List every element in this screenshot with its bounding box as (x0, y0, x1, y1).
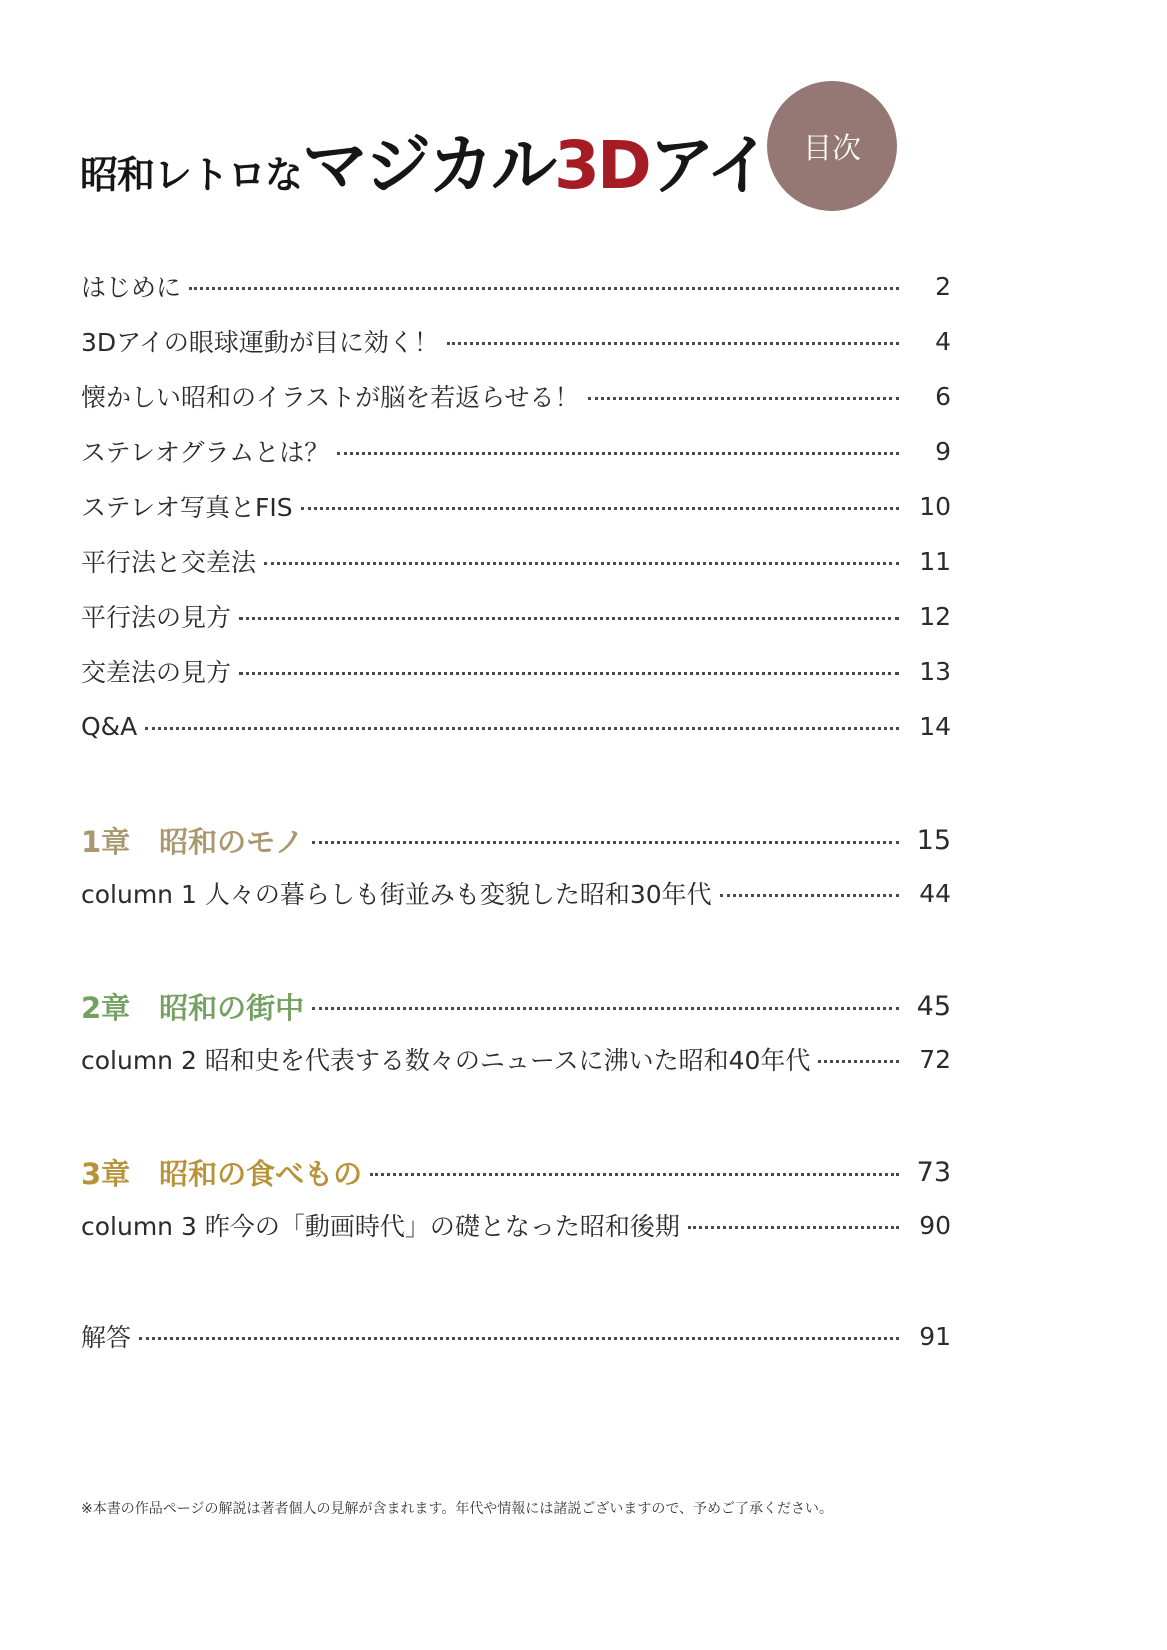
toc-entry-label: ステレオグラムとは？ (81, 438, 330, 467)
toc-entry-page: 2 (935, 271, 951, 301)
column-entry-1[interactable] (81, 873, 951, 913)
toc-entry-label: Q&A (81, 711, 138, 741)
leader-dots (337, 452, 899, 455)
toc-entry-page: 9 (935, 436, 951, 466)
leader-dots (139, 1337, 899, 1340)
title-prefix: 昭和レトロな (80, 153, 303, 197)
leader-dots (312, 1007, 899, 1010)
toc-entry-label: 懐かしい昭和のイラストが脳を若返らせる！ (81, 383, 580, 412)
contents-badge: 目次 (767, 81, 897, 211)
title-main: マジカル (302, 127, 555, 204)
book-title (80, 112, 769, 207)
column-entry-2[interactable] (81, 1039, 951, 1079)
header (0, 0, 1167, 230)
column-entry-3[interactable] (81, 1205, 951, 1245)
chapter-page: 45 (916, 990, 951, 1022)
leader-dots (818, 1060, 899, 1063)
leader-dots (588, 397, 899, 400)
toc-entry[interactable] (81, 596, 951, 636)
toc-entry-page: 10 (919, 491, 951, 521)
leader-dots (239, 617, 899, 620)
title-3d: 3D (554, 127, 649, 204)
toc-entry[interactable] (81, 541, 951, 581)
toc-entry[interactable] (81, 376, 951, 416)
toc-entry-label: 平行法の見方 (81, 603, 232, 632)
column-page: 72 (919, 1044, 951, 1074)
chapter-label: 1章 昭和のモノ (81, 824, 304, 859)
toc-entry[interactable] (81, 706, 951, 746)
chapter-label: 3章 昭和の食べもの (81, 1156, 363, 1191)
title-suffix: アイ (648, 127, 769, 204)
leader-dots (447, 342, 899, 345)
chapter-page: 73 (916, 1156, 951, 1188)
column-page: 90 (919, 1210, 951, 1240)
answers-label: 解答 (81, 1323, 132, 1352)
toc-entry[interactable] (81, 651, 951, 691)
leader-dots (189, 287, 899, 290)
chapter-entry-3[interactable] (81, 1152, 951, 1192)
toc-entry-label: 3Dアイの眼球運動が目に効く！ (81, 328, 439, 357)
toc-entry[interactable] (81, 321, 951, 361)
column-label: column 2 昭和史を代表する数々のニュースに沸いた昭和40年代 (81, 1046, 811, 1075)
chapter-entry-1[interactable] (81, 820, 951, 860)
column-label: column 1 人々の暮らしも街並みも変貌した昭和30年代 (81, 880, 712, 909)
leader-dots (264, 562, 899, 565)
toc-entry[interactable] (81, 486, 951, 526)
toc-entry-page: 6 (935, 381, 951, 411)
toc-entry-page: 14 (919, 711, 951, 741)
leader-dots (370, 1173, 899, 1176)
leader-dots (312, 841, 899, 844)
toc-entry-label: ステレオ写真とFIS (81, 493, 293, 522)
toc-entry-page: 11 (919, 546, 951, 576)
toc-entry[interactable] (81, 431, 951, 471)
toc-entry-page: 12 (919, 601, 951, 631)
toc-entry-page: 4 (935, 326, 951, 356)
toc-entry-label: 交差法の見方 (81, 658, 232, 687)
leader-dots (688, 1226, 899, 1229)
chapter-entry-2[interactable] (81, 986, 951, 1026)
answers-page: 91 (919, 1321, 951, 1351)
leader-dots (145, 727, 899, 730)
column-page: 44 (919, 878, 951, 908)
chapter-page: 15 (916, 824, 951, 856)
chapter-label: 2章 昭和の街中 (81, 990, 305, 1025)
footnote: ※本書の作品ページの解説は著者個人の見解が含まれます。年代や情報には諸説ございますので、予めご了承ください。 (81, 1501, 834, 1517)
toc-entry-page: 13 (919, 656, 951, 686)
leader-dots (239, 672, 899, 675)
leader-dots (720, 894, 899, 897)
toc-entry-label: はじめに (81, 273, 182, 302)
toc-entry[interactable] (81, 266, 951, 306)
answers-entry[interactable] (81, 1316, 951, 1356)
toc-entry-label: 平行法と交差法 (81, 548, 257, 577)
leader-dots (301, 507, 899, 510)
column-label: column 3 昨今の「動画時代」の礎となった昭和後期 (81, 1212, 680, 1241)
